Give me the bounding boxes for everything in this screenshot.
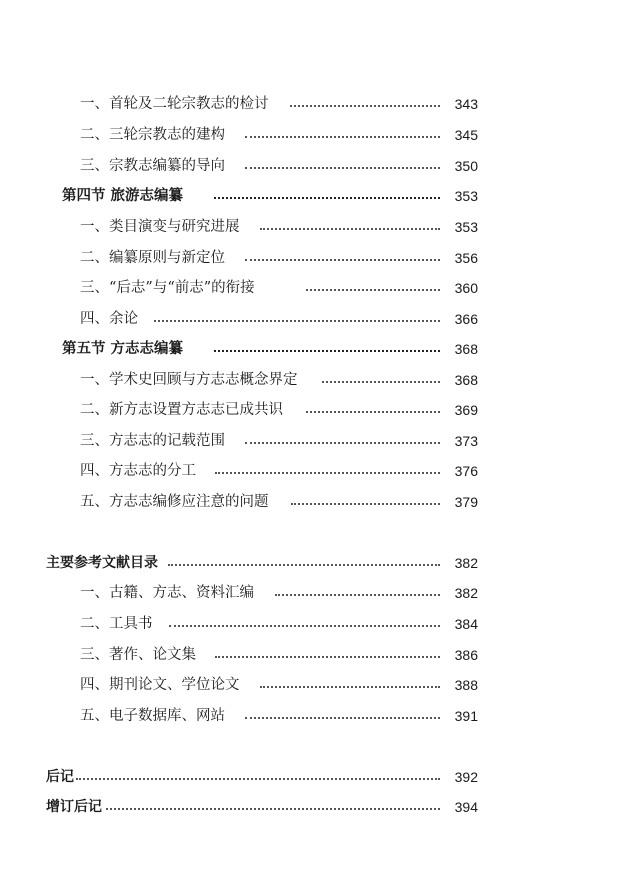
toc-entry-page: 382 [454, 555, 478, 571]
toc-entry-page: 386 [454, 647, 478, 663]
toc-entry[interactable] [0, 612, 630, 636]
toc-leader-dots [168, 564, 440, 566]
toc-section-entry[interactable] [0, 337, 630, 361]
toc-leader-dots [290, 105, 440, 107]
toc-entry-page: 360 [454, 280, 478, 296]
toc-entry-page: 356 [454, 250, 478, 266]
toc-entry-page: 379 [454, 494, 478, 510]
toc-entry-page: 369 [454, 402, 478, 418]
toc-leader-dots [245, 259, 440, 261]
toc-leader-dots [245, 136, 440, 138]
toc-entry-title: 三、著作、论文集 [80, 647, 196, 663]
toc-entry-title: 三、宗教志编纂的导向 [80, 158, 225, 174]
toc-leader-dots [260, 228, 440, 230]
toc-entry[interactable] [0, 673, 630, 697]
toc-entry-page: 384 [454, 616, 478, 632]
toc-section-entry[interactable] [0, 184, 630, 208]
toc-leader-dots [306, 289, 440, 291]
toc-entry-page: 345 [454, 127, 478, 143]
toc-leader-dots [169, 625, 440, 627]
toc-leader-dots [106, 808, 440, 810]
toc-entry-title: 四、期刊论文、学位论文 [80, 677, 240, 693]
toc-leader-dots [245, 717, 440, 719]
toc-section-title: 第五节 方志志编纂 [62, 341, 184, 357]
toc-entry-title: 三、方志志的记载范围 [80, 433, 225, 449]
toc-entry-page: 391 [454, 708, 478, 724]
toc-leader-dots [215, 656, 440, 658]
toc-entry-page: 373 [454, 433, 478, 449]
toc-leader-dots [322, 381, 440, 383]
toc-entry-title: 四、方志志的分工 [80, 463, 196, 479]
toc-leader-dots [260, 686, 440, 688]
toc-entry-title: 一、古籍、方志、资料汇编 [80, 585, 254, 601]
toc-entry-title: 二、三轮宗教志的建构 [80, 127, 225, 143]
toc-chapter-title: 增订后记 [46, 799, 102, 815]
toc-entry-page: 368 [454, 341, 478, 357]
toc-entry[interactable] [0, 459, 630, 483]
toc-entry[interactable] [0, 490, 630, 514]
toc-entry-title: 二、编纂原则与新定位 [80, 250, 225, 266]
toc-entry-page: 392 [454, 769, 478, 785]
toc-leader-dots [214, 197, 440, 199]
toc-entry-title: 一、学术史回顾与方志志概念界定 [80, 372, 298, 388]
toc-entry[interactable] [0, 398, 630, 422]
toc-entry-title: 一、首轮及二轮宗教志的检讨 [80, 96, 269, 112]
toc-entry[interactable] [0, 704, 630, 728]
toc-entry[interactable] [0, 429, 630, 453]
toc-entry-title: 五、电子数据库、网站 [80, 708, 225, 724]
toc-entry-page: 343 [454, 96, 478, 112]
toc-leader-dots [306, 411, 440, 413]
toc-entry-title: 三、“后志”与“前志”的衔接 [80, 280, 255, 296]
toc-chapter-entry[interactable] [0, 551, 630, 575]
toc-entry-page: 382 [454, 585, 478, 601]
toc-entry[interactable] [0, 246, 630, 270]
toc-entry-page: 366 [454, 311, 478, 327]
toc-entry-page: 353 [454, 188, 478, 204]
toc-section-title: 第四节 旅游志编纂 [62, 188, 184, 204]
toc-leader-dots [214, 350, 440, 352]
toc-entry[interactable] [0, 307, 630, 331]
toc-entry-page: 394 [454, 799, 478, 815]
toc-leader-dots [154, 320, 440, 322]
toc-chapter-entry[interactable] [0, 765, 630, 789]
toc-entry-title: 四、余论 [80, 311, 138, 327]
toc-entry-page: 388 [454, 677, 478, 693]
toc-entry[interactable] [0, 368, 630, 392]
toc-entry[interactable] [0, 276, 630, 300]
toc-chapter-title: 主要参考文献目录 [46, 555, 158, 571]
toc-leader-dots [76, 778, 440, 780]
toc-entry-page: 353 [454, 219, 478, 235]
toc-entry-title: 二、工具书 [80, 616, 153, 632]
toc-leader-dots [291, 503, 440, 505]
toc-entry-title: 五、方志志编修应注意的问题 [80, 494, 269, 510]
toc-chapter-title: 后记 [46, 769, 74, 785]
toc-chapter-entry[interactable] [0, 795, 630, 819]
toc-entry-page: 368 [454, 372, 478, 388]
toc-entry-page: 376 [454, 463, 478, 479]
toc-entry-title: 二、新方志设置方志志已成共识 [80, 402, 283, 418]
toc-entry[interactable] [0, 643, 630, 667]
toc-entry[interactable] [0, 92, 630, 116]
toc-entry-page: 350 [454, 158, 478, 174]
toc-leader-dots [245, 442, 440, 444]
toc-entry-title: 一、类目演变与研究进展 [80, 219, 240, 235]
toc-entry[interactable] [0, 581, 630, 605]
toc-entry[interactable] [0, 154, 630, 178]
toc-entry[interactable] [0, 123, 630, 147]
toc-leader-dots [245, 167, 440, 169]
toc-leader-dots [215, 472, 440, 474]
toc-leader-dots [275, 594, 440, 596]
toc-entry[interactable] [0, 215, 630, 239]
